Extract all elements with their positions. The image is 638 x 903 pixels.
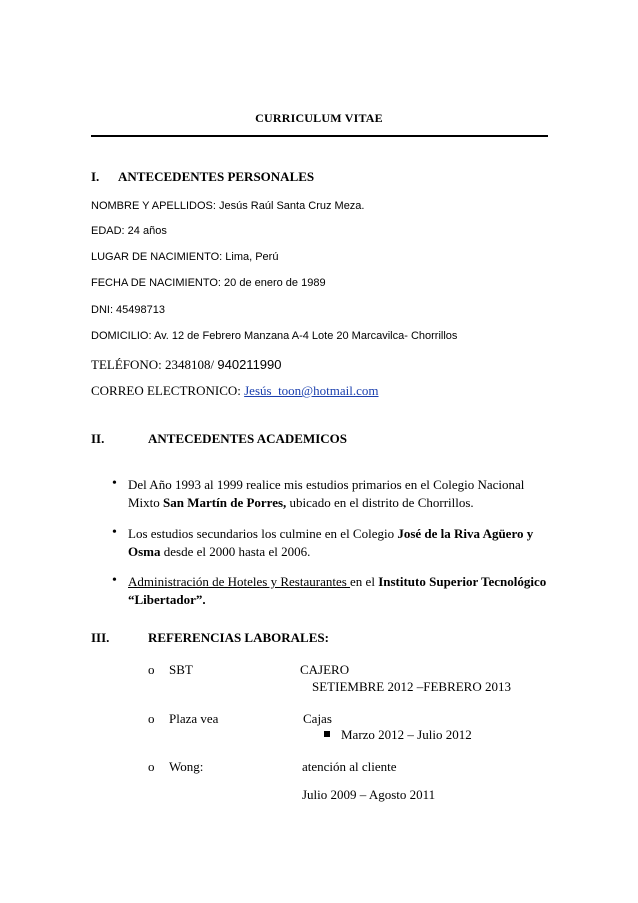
section-1-title: ANTECEDENTES PERSONALES	[118, 169, 315, 184]
job-role: Cajas	[303, 711, 332, 726]
square-bullet-icon	[324, 731, 330, 737]
section-2-title: ANTECEDENTES ACADEMICOS	[148, 431, 348, 446]
job-company: Plaza vea	[169, 711, 219, 726]
telefono-label: TELÉFONO: 2348108/	[91, 357, 218, 372]
bullet-dot-icon: •	[112, 525, 117, 540]
circle-bullet-icon: o	[148, 662, 155, 677]
field-correo	[91, 382, 379, 400]
field-fecha: FECHA DE NACIMIENTO: 20 de enero de 1989	[91, 277, 326, 289]
job-role: CAJERO	[300, 662, 350, 677]
field-domicilio: DOMICILIO: Av. 12 de Febrero Manzana A-4 Lote 20 Marcavilca- Chorrillos	[91, 330, 458, 342]
field-lugar: LUGAR DE NACIMIENTO: Lima, Perú	[91, 251, 279, 263]
job-period: Marzo 2012 – Julio 2012	[341, 727, 472, 742]
circle-bullet-icon: o	[148, 759, 155, 774]
job-period: Julio 2009 – Agosto 2011	[302, 787, 436, 802]
bullet-dot-icon: •	[112, 476, 117, 491]
section-3-number: III.	[91, 630, 110, 645]
telefono-cell: 940211990	[217, 357, 282, 372]
job-company: Wong:	[169, 759, 204, 774]
bullet-dot-icon: •	[112, 573, 117, 588]
correo-label: CORREO ELECTRONICO:	[91, 383, 245, 398]
section-3-title: REFERENCIAS LABORALES:	[148, 630, 329, 645]
job-period: SETIEMBRE 2012 –FEBRERO 2013	[312, 679, 511, 694]
field-dni: DNI: 45498713	[91, 304, 165, 316]
section-2-number: II.	[91, 431, 105, 446]
document-title: CURRICULUM VITAE	[255, 111, 383, 125]
field-edad: EDAD: 24 años	[91, 225, 167, 237]
job-role: atención al cliente	[302, 759, 397, 774]
academic-item-2: Los estudios secundarios los culmine en el Colegio José de la Riva Agüero y Osma desde el 2000 hasta el 2006.	[128, 526, 534, 559]
field-telefono	[91, 356, 282, 374]
title-divider	[91, 135, 548, 137]
circle-bullet-icon: o	[148, 711, 155, 726]
academic-item-1: Del Año 1993 al 1999 realice mis estudios primarios en el Colegio Nacional Mixto San Martín de Porres, ubicado en el distrito de Chorrillos.	[128, 477, 525, 510]
correo-link[interactable]: Jesús_toon@hotmail.com	[244, 383, 379, 398]
academic-item-3: Administración de Hoteles y Restaurantes en el Instituto Superior Tecnológico “Libertador”.	[128, 574, 547, 607]
job-company: SBT	[169, 662, 193, 677]
field-nombre: NOMBRE Y APELLIDOS: Jesús Raúl Santa Cruz Meza.	[91, 200, 365, 212]
section-1-number: I.	[91, 169, 100, 184]
